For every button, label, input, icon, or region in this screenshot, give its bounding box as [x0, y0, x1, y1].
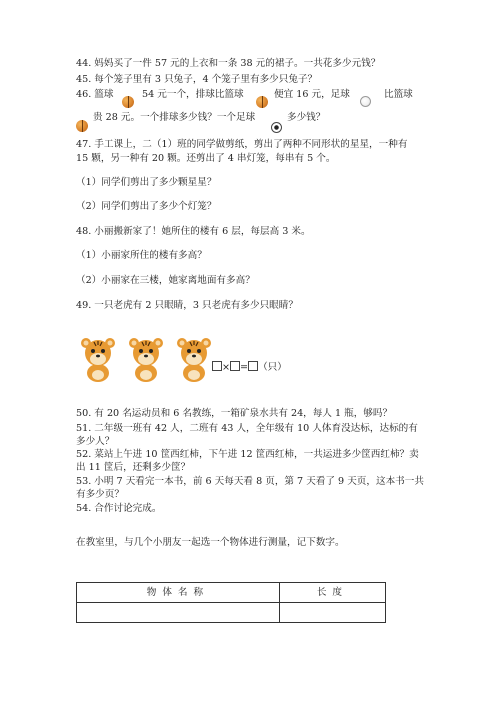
problem-46-part1: 46. 篮球: [76, 89, 114, 100]
tiger-icon: [124, 333, 168, 383]
measurement-table: [76, 582, 386, 623]
soccer-ball-icon: [271, 122, 282, 133]
problem-47-line2: 15 颗，另一种有 20 颗。还剪出了 4 串灯笼，每串有 5 个。: [76, 153, 336, 164]
tiger-icon: [76, 333, 120, 383]
problem-47-sub2: （2）同学们剪出了多少个灯笼？: [76, 201, 217, 212]
table-header-object-name: 物体名称: [77, 583, 280, 603]
problem-46-part3: 便宜 16 元，足球: [274, 89, 350, 100]
tiger-group: [76, 333, 217, 387]
volleyball-icon: [360, 96, 371, 107]
table-header-length: 长度: [279, 583, 385, 603]
problem-48: 48. 小丽搬新家了！她所住的楼有 6 层，每层高 3 米。: [76, 226, 311, 237]
problem-45: 45. 每个笼子里有 3 只兔子，4 个笼子里有多少只兔子？: [76, 74, 318, 85]
table-cell-object-name[interactable]: [77, 603, 280, 623]
problem-50: 50. 有 20 名运动员和 6 名教练，一箱矿泉水共有 24，每人 1 瓶，够吗？: [76, 408, 393, 419]
problem-53-line1: 53. 小明 7 天看完一本书，前 6 天每天看 8 页，第 7 天看了 9 天页，这本书一共: [76, 476, 424, 487]
table-header-row: [77, 583, 386, 603]
basketball-icon: [256, 96, 268, 108]
answer-box: [248, 361, 258, 371]
table-cell-length[interactable]: [279, 603, 385, 623]
problem-52-line1: 52. 菜站上午进 10 筐西红柿，下午进 12 筐西红柿，一共运进多少筐西红柿？卖: [76, 449, 419, 460]
problem-47-line1: 47. 手工课上，二（1）班的同学做剪纸，剪出了两种不同形状的星星，一种有: [76, 139, 408, 150]
equals-sign: =: [240, 362, 249, 373]
table-row: [77, 603, 386, 623]
times-sign: ×: [222, 362, 231, 373]
problem-47-sub1: （1）同学们剪出了多少颗星星？: [76, 177, 217, 188]
answer-box: [212, 361, 222, 371]
problem-46-part2: 54 元一个，排球比篮球: [142, 89, 244, 100]
problem-52-line2: 出 11 筐后，还剩多少筐？: [76, 462, 191, 473]
problem-51-line1: 51. 二年级一班有 42 人，二班有 43 人，全年级有 10 人体育没达标，达标的有: [76, 423, 418, 434]
unit-label: （只）: [258, 362, 287, 373]
problem-46-part4: 比篮球: [384, 89, 413, 100]
problem-51-line2: 多少人？: [76, 436, 115, 447]
answer-box: [230, 361, 240, 371]
problem-46-part6: 多少钱？: [287, 112, 326, 123]
problem-54-instruction: 在教室里，与几个小朋友一起选一个物体进行测量，记下数字。: [76, 537, 345, 548]
tiger-icon: [172, 333, 216, 383]
problem-53-line2: 有多少页？: [76, 489, 124, 500]
problem-48-sub2: （2）小丽家在三楼，她家离地面有多高？: [76, 275, 255, 286]
problem-44: 44. 妈妈买了一件 57 元的上衣和一条 38 元的裙子。一共花多少元钱？: [76, 58, 381, 69]
problem-48-sub1: （1）小丽家所住的楼有多高？: [76, 250, 207, 261]
problem-54: 54. 合作讨论完成。: [76, 503, 162, 514]
problem-49: 49. 一只老虎有 2 只眼睛，3 只老虎有多少只眼睛？: [76, 300, 298, 311]
basketball-icon: [122, 96, 134, 108]
basketball-icon: [76, 120, 88, 132]
answer-formula: [212, 361, 287, 374]
problem-46-part5: 贵 28 元。一个排球多少钱？一个足球: [93, 112, 256, 123]
